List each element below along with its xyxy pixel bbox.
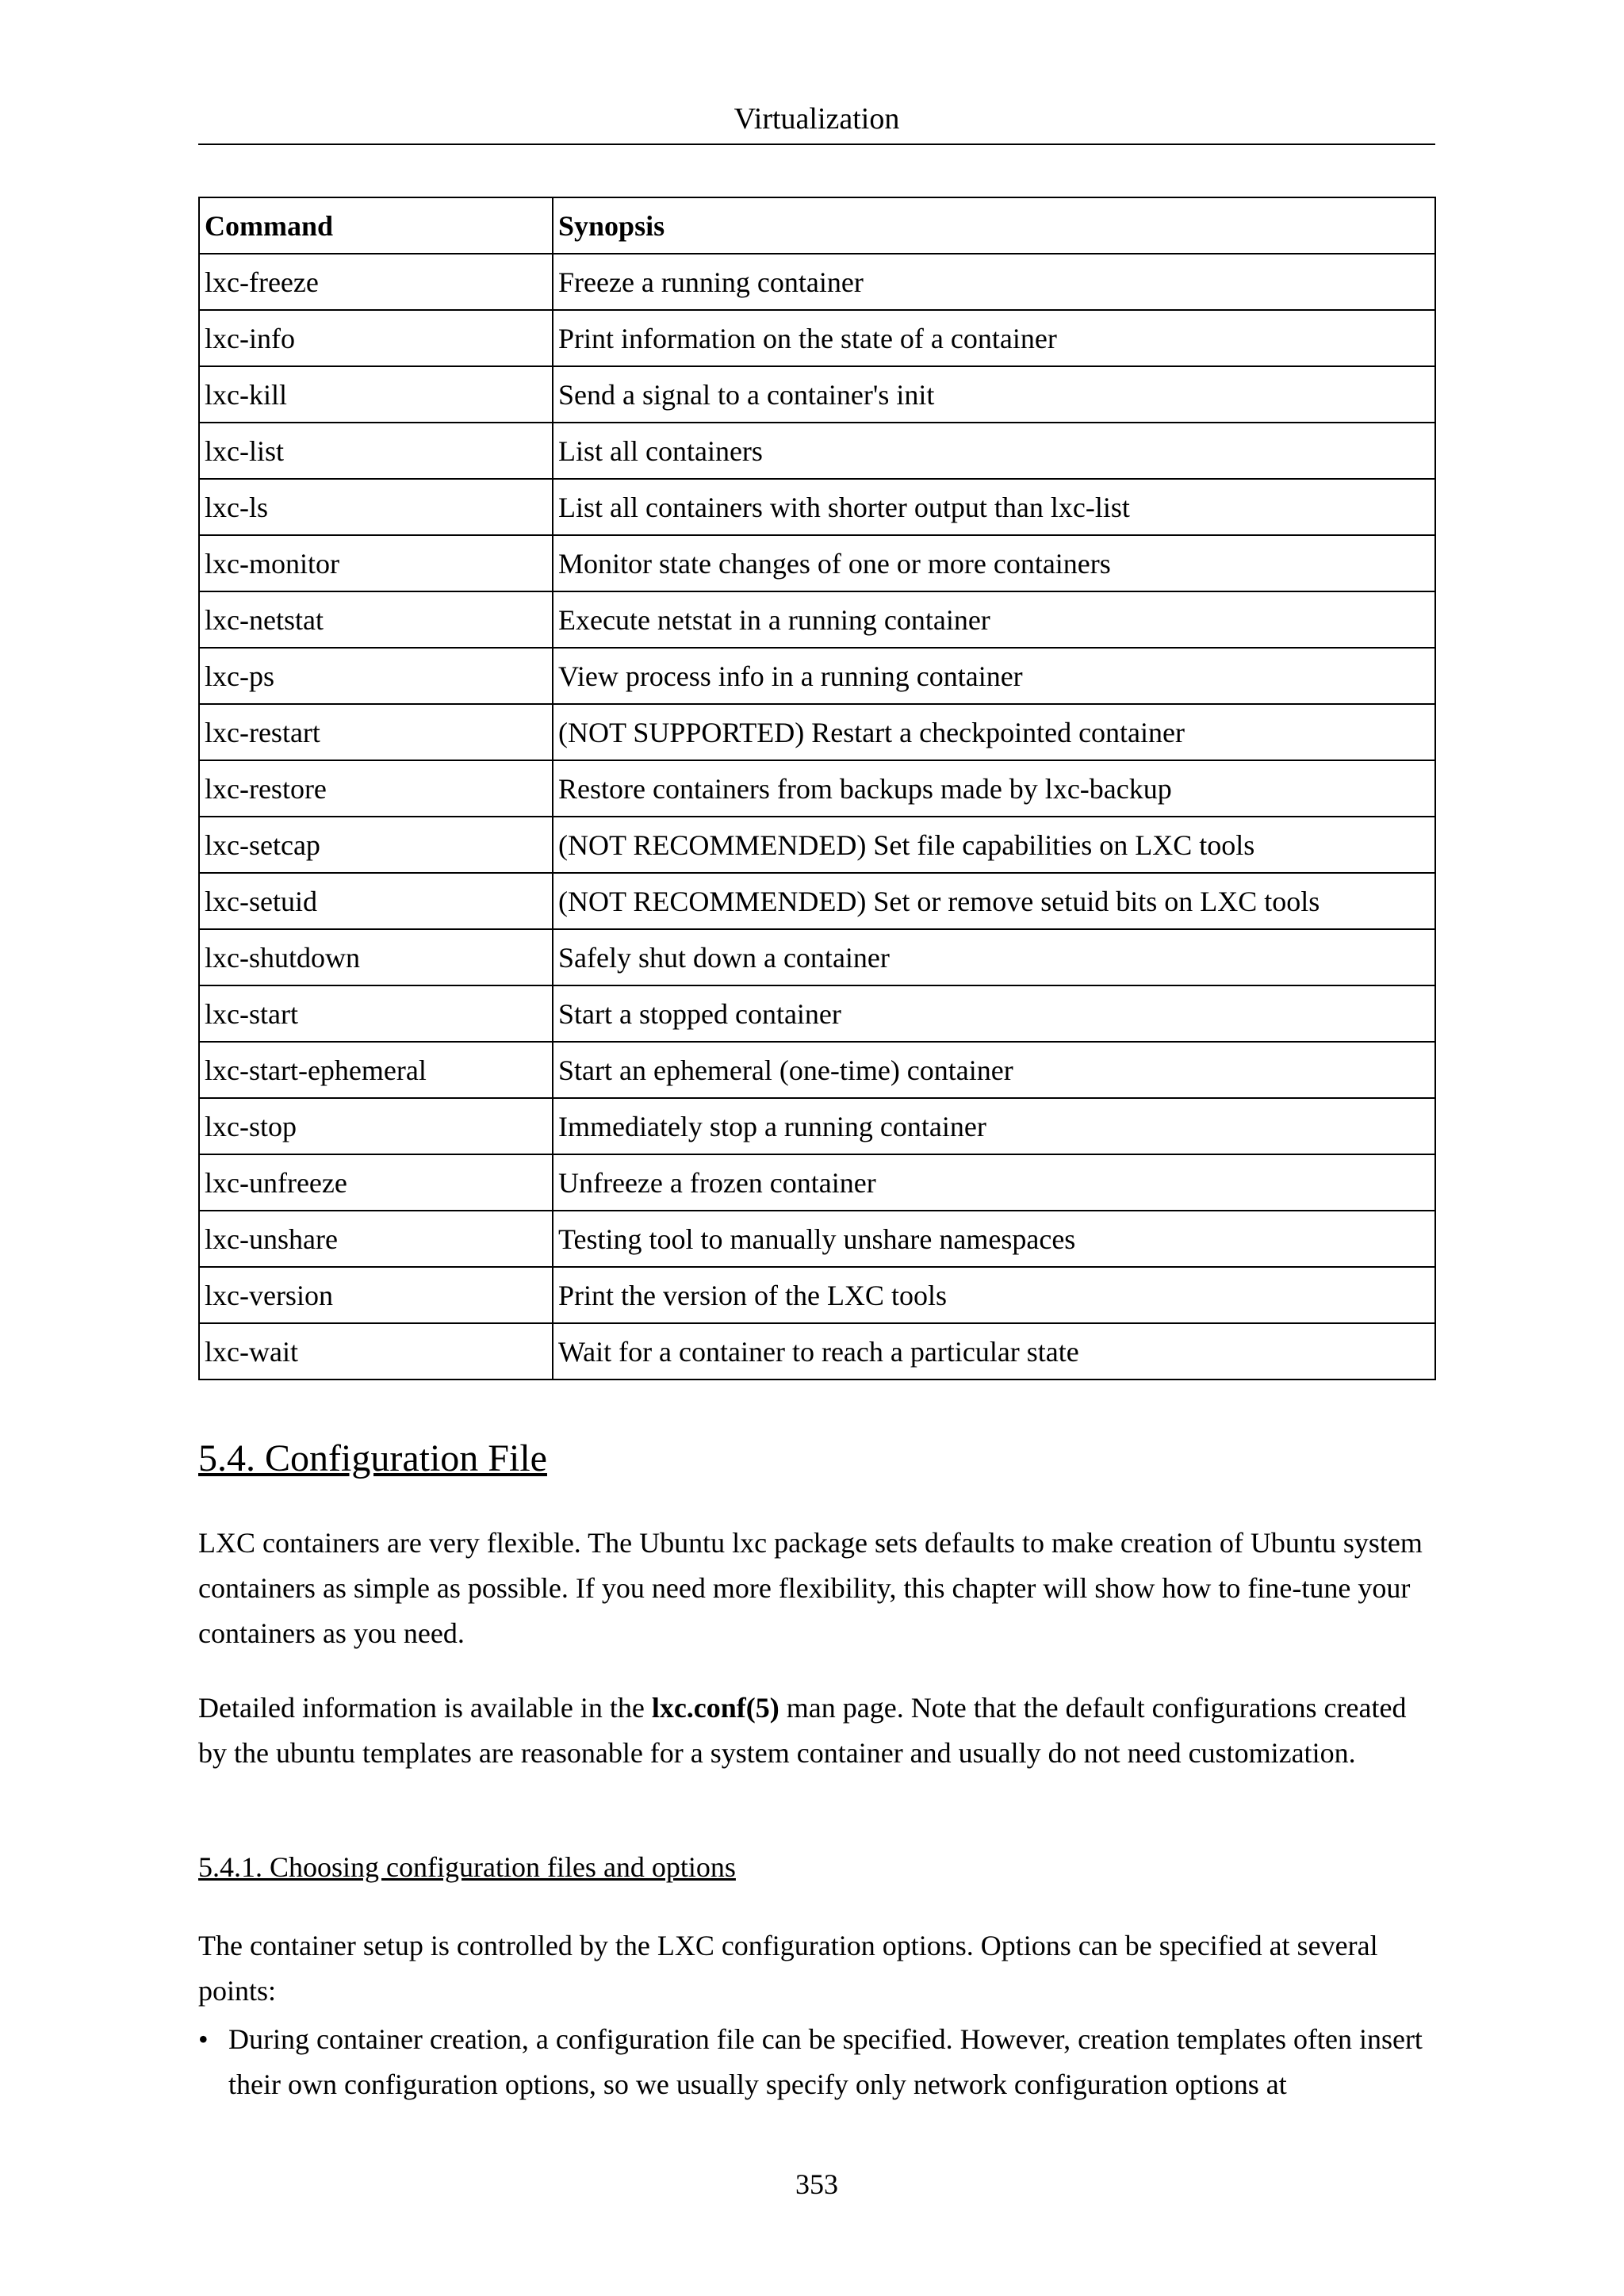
synopsis-cell: Print information on the state of a container	[553, 310, 1435, 366]
command-cell: lxc-monitor	[199, 535, 553, 591]
table-row	[199, 873, 1435, 929]
man-page-reference: lxc.conf(5)	[651, 1692, 779, 1724]
synopsis-cell: Start an ephemeral (one-time) container	[553, 1042, 1435, 1098]
synopsis-cell: List all containers with shorter output than lxc-list	[553, 479, 1435, 535]
table-row	[199, 760, 1435, 817]
synopsis-cell: Send a signal to a container's init	[553, 366, 1435, 423]
table-row	[199, 254, 1435, 310]
table-row	[199, 535, 1435, 591]
synopsis-cell: Execute netstat in a running container	[553, 591, 1435, 648]
table-header-row	[199, 197, 1435, 254]
table-row	[199, 1098, 1435, 1154]
synopsis-cell: Start a stopped container	[553, 985, 1435, 1042]
synopsis-cell: (NOT RECOMMENDED) Set file capabilities on LXC tools	[553, 817, 1435, 873]
command-cell: lxc-unshare	[199, 1211, 553, 1267]
command-cell: lxc-shutdown	[199, 929, 553, 985]
section-paragraph-2	[198, 1686, 1435, 1776]
command-cell: lxc-start	[199, 985, 553, 1042]
table-row	[199, 1323, 1435, 1380]
paragraph-2-text-end: man page. Note that the default configurations created by the ubuntu templates are reasonable for a system container and usually do not need customization.	[198, 1692, 1407, 1769]
page-header-title: Virtualization	[733, 102, 900, 136]
bullet-list	[198, 2017, 1435, 2107]
table-row	[199, 817, 1435, 873]
list-item-text: During container creation, a configuration file can be specified. However, creation templates often insert their own configuration options, so we usually specify only network configuration options at	[228, 2023, 1423, 2100]
command-cell: lxc-setuid	[199, 873, 553, 929]
list-item	[198, 2017, 1435, 2107]
synopsis-cell: View process info in a running container	[553, 648, 1435, 704]
table-row	[199, 1154, 1435, 1211]
page-number: 353	[795, 2168, 838, 2200]
table-row	[199, 310, 1435, 366]
table-body	[199, 254, 1435, 1380]
table-row	[199, 648, 1435, 704]
synopsis-cell: (NOT SUPPORTED) Restart a checkpointed container	[553, 704, 1435, 760]
command-cell: lxc-version	[199, 1267, 553, 1323]
synopsis-cell: Restore containers from backups made by lxc-backup	[553, 760, 1435, 817]
command-cell: lxc-restart	[199, 704, 553, 760]
section-paragraph-1: LXC containers are very flexible. The Ubuntu lxc package sets defaults to make creation of Ubuntu system containers as simple as possible. If you need more flexibility, this chapter will show how to fine-tune your containers as you need.	[198, 1527, 1423, 1649]
paragraph-2-text-start: Detailed information is available in the	[198, 1692, 652, 1724]
header-synopsis: Synopsis	[553, 197, 1435, 254]
synopsis-cell: Wait for a container to reach a particular state	[553, 1323, 1435, 1380]
table-row	[199, 1267, 1435, 1323]
lxc-commands-table	[198, 197, 1436, 1380]
synopsis-cell: Immediately stop a running container	[553, 1098, 1435, 1154]
synopsis-cell: Unfreeze a frozen container	[553, 1154, 1435, 1211]
subsection-title: 5.4.1. Choosing configuration files and options	[198, 1851, 736, 1883]
table-row	[199, 929, 1435, 985]
table-row	[199, 479, 1435, 535]
command-cell: lxc-info	[199, 310, 553, 366]
synopsis-cell: Safely shut down a container	[553, 929, 1435, 985]
table-row	[199, 704, 1435, 760]
command-cell: lxc-kill	[199, 366, 553, 423]
synopsis-cell: List all containers	[553, 423, 1435, 479]
command-cell: lxc-wait	[199, 1323, 553, 1380]
table-row	[199, 1211, 1435, 1267]
synopsis-cell: (NOT RECOMMENDED) Set or remove setuid bits on LXC tools	[553, 873, 1435, 929]
synopsis-cell: Testing tool to manually unshare namespaces	[553, 1211, 1435, 1267]
synopsis-cell: Freeze a running container	[553, 254, 1435, 310]
synopsis-cell: Print the version of the LXC tools	[553, 1267, 1435, 1323]
header-rule	[198, 144, 1435, 145]
command-cell: lxc-freeze	[199, 254, 553, 310]
table-row	[199, 366, 1435, 423]
command-cell: lxc-setcap	[199, 817, 553, 873]
table-row	[199, 423, 1435, 479]
command-cell: lxc-netstat	[199, 591, 553, 648]
command-cell: lxc-restore	[199, 760, 553, 817]
command-cell: lxc-start-ephemeral	[199, 1042, 553, 1098]
bullet-marker: •	[198, 2023, 209, 2055]
header-command: Command	[199, 197, 553, 254]
synopsis-cell: Monitor state changes of one or more containers	[553, 535, 1435, 591]
command-cell: lxc-stop	[199, 1098, 553, 1154]
command-cell: lxc-list	[199, 423, 553, 479]
subsection-paragraph: The container setup is controlled by the LXC configuration options. Options can be specified at several points:	[198, 1930, 1378, 2007]
command-cell: lxc-ps	[199, 648, 553, 704]
section-title: 5.4. Configuration File	[198, 1437, 547, 1479]
command-cell: lxc-ls	[199, 479, 553, 535]
table-row	[199, 1042, 1435, 1098]
table-row	[199, 985, 1435, 1042]
command-cell: lxc-unfreeze	[199, 1154, 553, 1211]
table-row	[199, 591, 1435, 648]
